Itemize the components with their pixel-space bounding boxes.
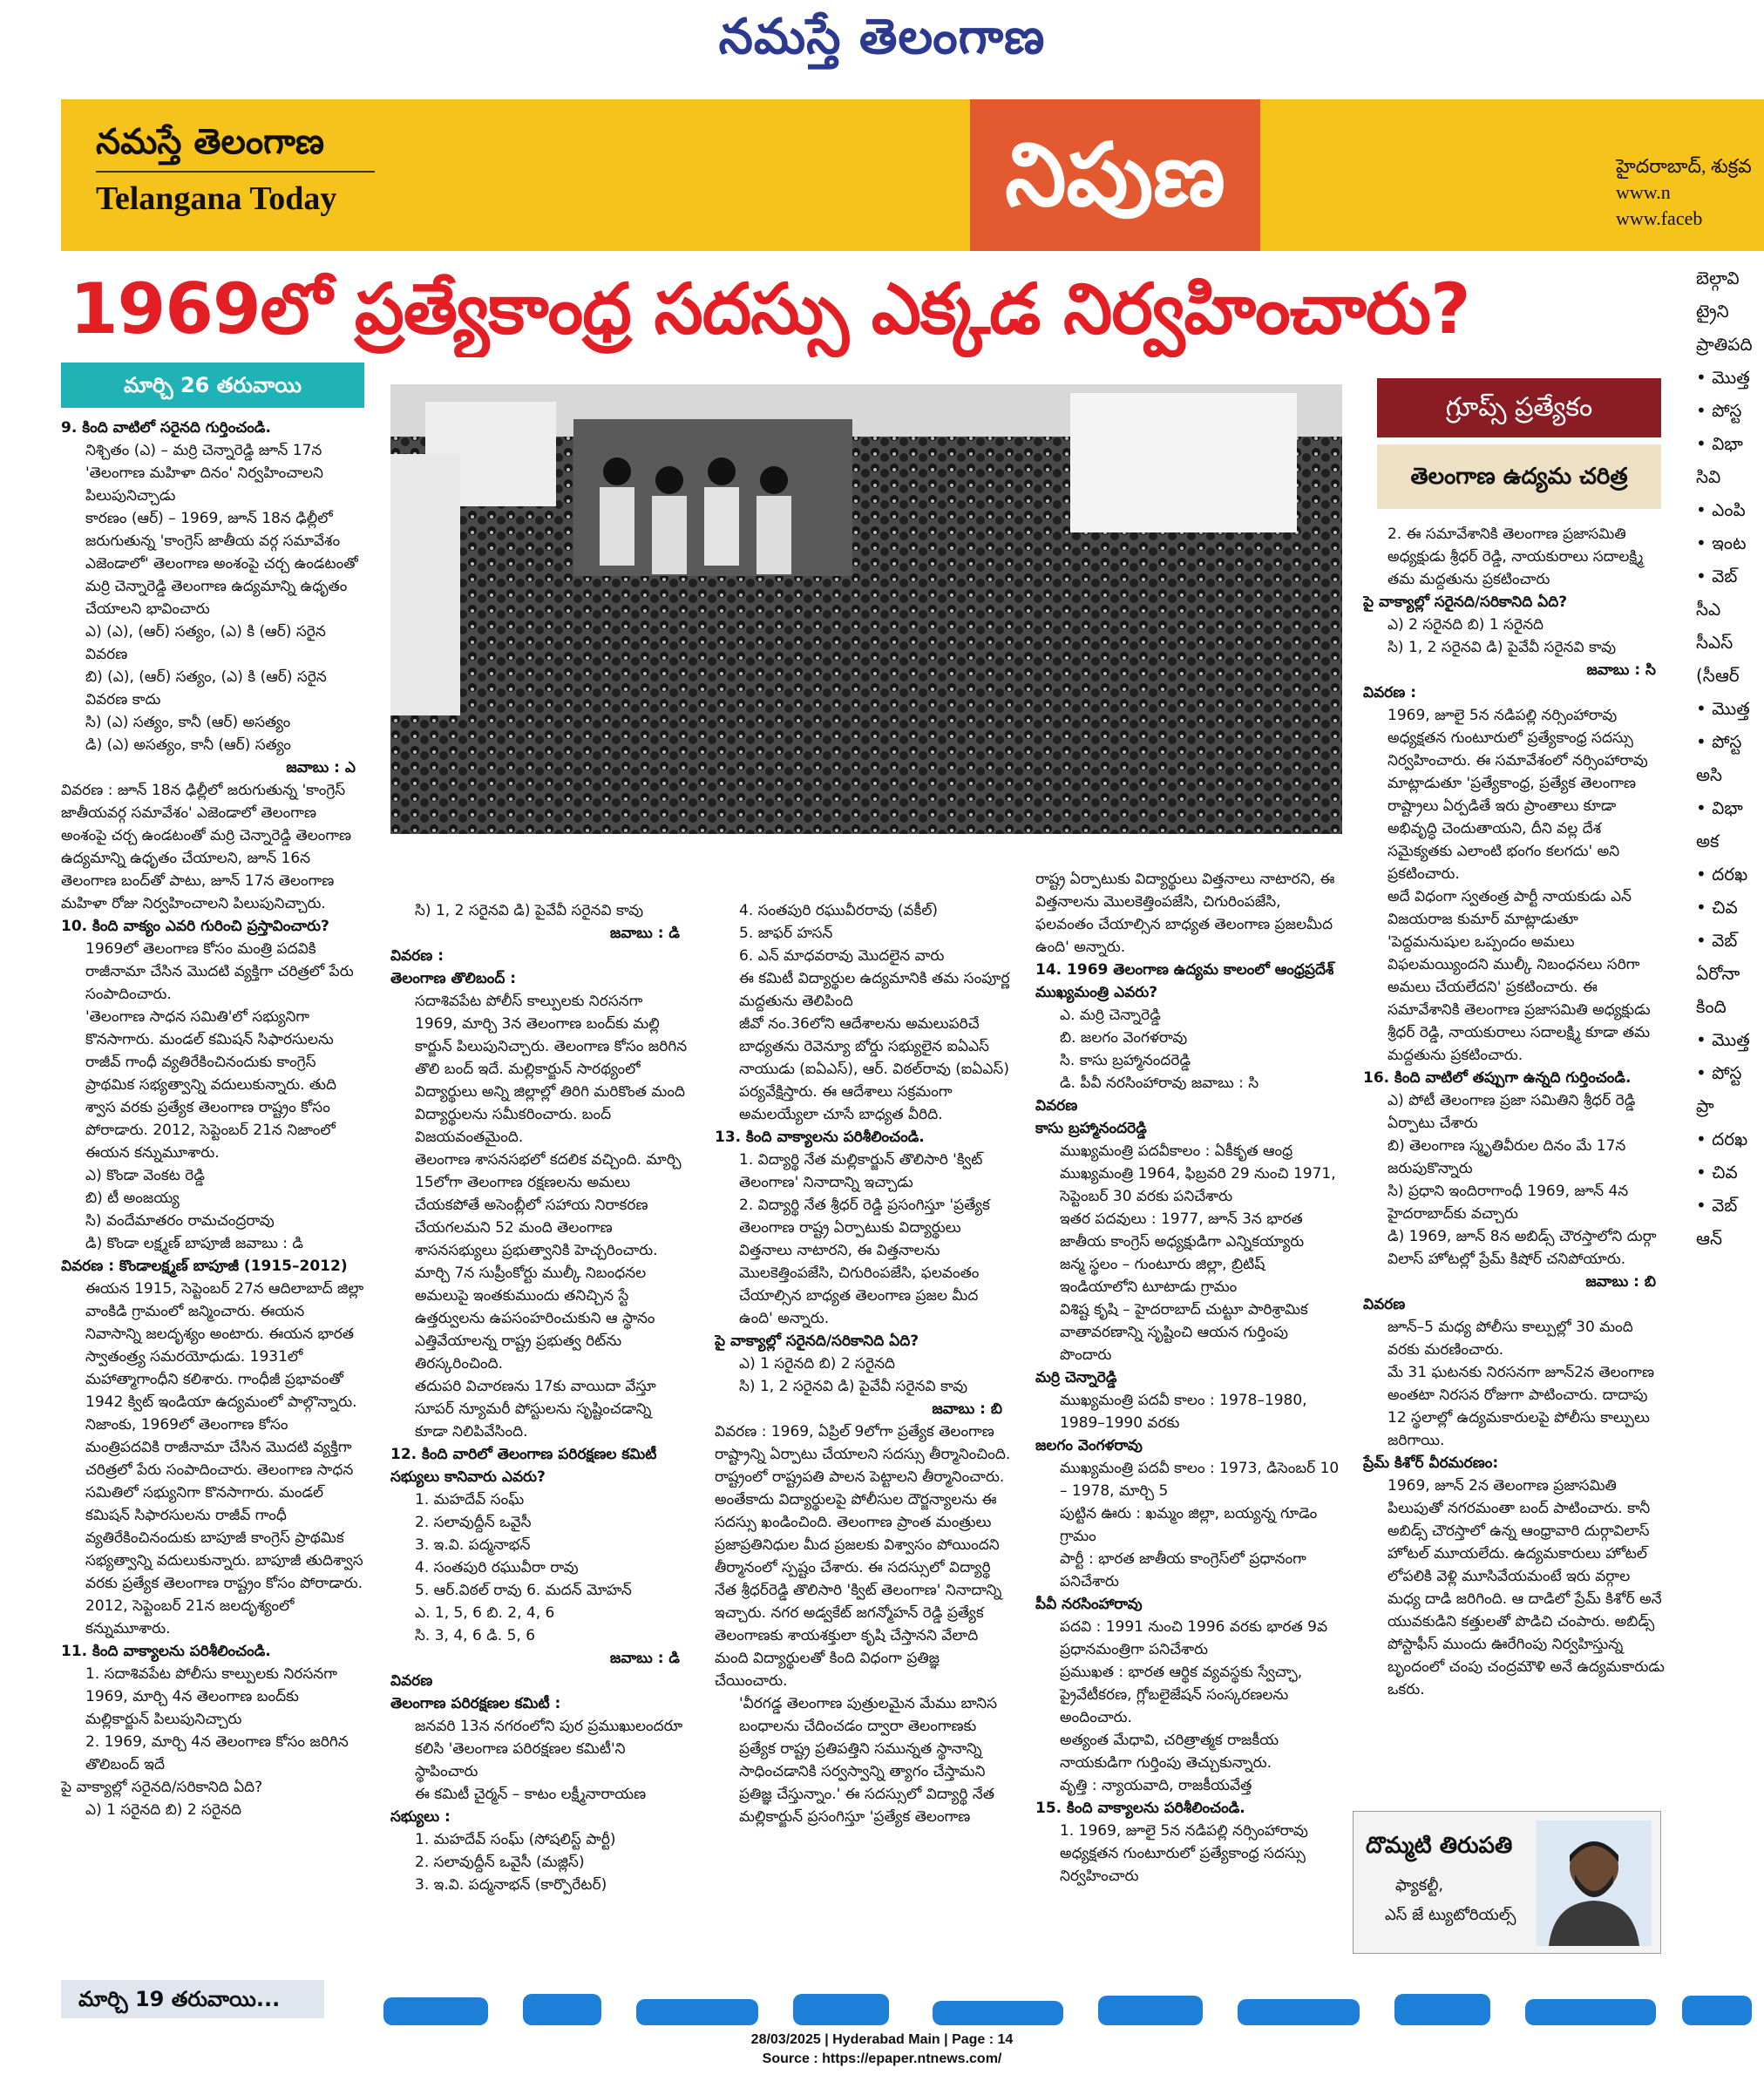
kasu-term: ముఖ్యమంత్రి పదవీకాలం : ఏకీకృత ఆంధ్ర ముఖ్యమంత్రి 1964, ఫిబ్రవరి 29 నుంచి 1971, సెప్టెంబర్ 30 వరకు పనిచేశారు	[1060, 1142, 1336, 1205]
section-title: నిపుణ	[970, 99, 1260, 251]
subhead-telangana-history: తెలంగాణ ఉద్యమ చరిత్ర	[1377, 444, 1661, 509]
q12-item-5-6: 5. ఆర్.విఠల్ రావు 6. మదన్ మోహన్	[415, 1582, 632, 1599]
brand-block	[96, 119, 410, 218]
q9-option-d: డి) (ఎ) అసత్యం, కానీ (ఆర్) సత్యం	[85, 736, 291, 754]
banner-facebook: www.faceb	[1616, 207, 1703, 229]
chenna-title: మర్రి చెన్నారెడ్డి	[1035, 1369, 1117, 1386]
q15-explanation-1: 1969, జూలై 5న నడిపల్లి నర్సింహారావు అధ్యక్షతన గుంటూరులో ప్రత్యేకాంధ్ర సదస్సు నిర్వహించారు. ఈ సమావేశంలో నర్సింహారావు మాట్లాడుతూ 'ప్రత్యేకాంధ్ర, ప్రత్యేక తెలంగాణ రాష్ట్రాలు ఏర్పడితే ఇరు ప్రాంతాలు కూడా అభివృద్ధి చెందుతాయని, దీని వల్ల దేశ సమైక్యతకు ఎలాంటి భంగం కలగదు' అని ప్రకటించారు.	[1387, 707, 1648, 883]
sidebar-line: ప్రాతిపది	[1696, 334, 1753, 355]
q13-explanation: వివరణ : 1969, ఏప్రిల్ 9లోగా ప్రత్యేక తెలంగాణ రాష్ట్రాన్ని ఏర్పాటు చేయాలని సదస్సు తీర్మానించింది. రాష్ట్రంలో రాష్ట్రపతి పాలన పెట్టాలని తీర్మానించారు. అంతేకాదు విద్యార్థులపై పోలీసుల దౌర్జన్యాలను ఈ సదస్సు ఖండించింది. తెలంగాణ ప్రాంత మంత్రులు ప్రజాప్రతినిధుల మీద ప్రజలకు విశ్వాసం పోయిందని తీర్మానంలో స్పష్టం చేశారు. ఈ సదస్సులో విద్యార్థి నేత శ్రీధర్‌రెడ్డి తొలిసారి 'క్విట్ తెలంగాణ' నినాదాన్ని ఇచ్చారు. నగర అడ్వకేట్ జగన్మోహన్ రెడ్డి ప్రత్యేక తెలంగాణకు శాయశక్తులా కృషి చేస్తానని వేలాది మంది విద్యార్థులతో కింది విధంగా ప్రతిజ్ఞ చేయించారు.	[715, 1423, 1011, 1690]
pv-intellect: అత్యంత మేధావి, చరిత్రాత్మక రాజకీయ నాయకుడిగా గుర్తింపు తెచ్చుకున్నారు.	[1060, 1732, 1279, 1772]
next-headline-fragment	[375, 1989, 1764, 2025]
sidebar-line: • వెబ్	[1696, 566, 1738, 586]
q12-item-3: 3. ఇ.వి. పద్మనాభన్	[415, 1536, 531, 1554]
brand-telugu: నమస్తే తెలంగాణ	[96, 121, 325, 162]
q13-options-cd: సి) 1, 2 సరైనవి డి) పైవేవీ సరైనవి కావు	[739, 1378, 968, 1395]
q15-answer: జవాబు : సి	[1586, 661, 1656, 679]
q9-assertion: నిశ్చితం (ఎ) – మర్రి చెన్నారెడ్డి జూన్ 17న 'తెలంగాణ మహిళా దినం' నిర్వహించాలని పిలుపునిచ్చాడు	[85, 442, 323, 505]
q15-statement-1: 1. 1969, జూలై 5న నడిపల్లి నర్సింహారావు అధ్యక్షతన గుంటూరులో ప్రత్యేకాంధ్ర సదస్సు నిర్వహించారు	[1060, 1822, 1308, 1885]
vengala-party: పార్టీ : భారత జాతీయ కాంగ్రెస్‌లో ప్రధానంగా పనిచేశారు	[1060, 1550, 1306, 1590]
sidebar-line: • పోస్ట	[1696, 400, 1742, 421]
section-banner	[61, 99, 1764, 251]
committee-title: తెలంగాణ పరిరక్షణల కమిటీ :	[390, 1695, 561, 1712]
q9-explanation: వివరణ : జూన్ 18న ఢిల్లీలో జరుగుతున్న 'కాంగ్రెస్ జాతీయవర్గ సమావేశం' ఎజెండాలో తెలంగాణ అంశంపై చర్చ ఉండటంతో మర్రి చెన్నారెడ్డి తెలంగాణ ఉద్యమాన్ని ఉధృతం చేయాలని, జూన్ 16న తెలంగాణ బంద్‌తో పాటు, జూన్ 17న తెలంగాణ మహిళా రోజు నిర్వహించాలని పిలుపునిచ్చారు.	[61, 782, 352, 912]
first-bandh-title: తెలంగాణ తొలిబంద్ :	[390, 970, 517, 987]
q9-option-b: బి) (ఎ), (ఆర్) సత్యం, (ఎ) కి (ఆర్) సరైన వివరణ కాదు	[85, 668, 327, 708]
kasu-contribution: విశిష్ట కృషి – హైదరాబాద్ చుట్టూ పారిశ్రామిక వాతావరణాన్ని సృష్టించి ఆయన గుర్తింపు పొందారు	[1060, 1301, 1308, 1364]
q16-explanation-2: మే 31 ఘటనకు నిరసనగా జూన్2న తెలంగాణ అంతటా నిరసన రోజుగా పాటించారు. దాదాపు 12 స్థలాల్లో ఉద్యమకారులపై పోలీసు కాల్పులు జరిగాయి.	[1387, 1364, 1654, 1449]
prem-kishore-title: ప్రేమ్ కిశోర్ వీరమరణం:	[1363, 1454, 1499, 1472]
pv-profession: వృత్తి : న్యాయవాది, రాజకీయవేత్త	[1060, 1777, 1252, 1794]
q13-prompt: పై వాక్యాల్లో సరైనది/సరికానిది ఏది?	[715, 1332, 919, 1350]
sidebar-line: సీఎ	[1696, 599, 1721, 620]
sidebar-line: సివి	[1696, 466, 1721, 487]
q12-item-2: 2. సలావుద్దీన్ ఒవైసీ	[415, 1514, 532, 1531]
author-role: ఫ్యాకల్టీ,	[1395, 1876, 1444, 1895]
banner-right-info	[1616, 153, 1764, 232]
q14-option-c: సి. కాసు బ్రహ్మానందరెడ్డి	[1060, 1052, 1191, 1069]
sidebar-line: అక	[1696, 830, 1720, 851]
vengala-birthplace: పుట్టిన ఊరు : ఖమ్మం జిల్లా, బయ్యన్న గూడెం గ్రామం	[1060, 1505, 1318, 1545]
sidebar-line: • మొత్త	[1696, 698, 1750, 719]
q15: 15. కింది వాక్యాలను పరిశీలించండి.	[1035, 1800, 1245, 1817]
author-organization: ఎస్ జే ట్యుటోరియల్స్	[1385, 1906, 1516, 1924]
q9-answer: జవాబు : ఎ	[286, 759, 356, 776]
sidebar-line: ట్రైని	[1696, 301, 1729, 322]
sidebar-line: అసి	[1696, 764, 1723, 785]
q15-explanation-label: వివరణ :	[1363, 684, 1417, 702]
committee-support: ఈ కమిటీ విద్యార్థుల ఉద్యమానికి తమ సంపూర్ణ మద్దతును తెలిపింది	[739, 970, 1010, 1010]
sidebar-line: • పోస్ట	[1696, 1062, 1742, 1083]
sidebar-line: (సీఆర్	[1696, 665, 1740, 686]
footer-source: Source : https://epaper.ntnews.com/	[762, 2051, 1002, 2066]
q9-option-c: సి) (ఎ) సత్యం, కానీ (ఆర్) అసత్యం	[85, 714, 291, 731]
q14: 14. 1969 తెలంగాణ ఉద్యమ కాలంలో ఆంధ్రప్రదేశ్ ముఖ్యమంత్రి ఎవరు?	[1035, 961, 1334, 1001]
column-2	[390, 899, 689, 1933]
column-3	[715, 899, 1011, 1933]
continuation-tag: మార్చి 26 తరువాయి	[61, 363, 364, 408]
sidebar-line: • చివ	[1696, 897, 1738, 918]
sidebar-line: • దరఖ	[1696, 1129, 1748, 1149]
hearing-text: తదుపరి విచారణను 17కు వాయిదా వేస్తూ సూపర్ న్యూమరీ పోస్టులను సృష్టించడాన్ని కూడా నిలిపివేసింది.	[415, 1378, 656, 1441]
banner-date: హైదరాబాద్, శుక్రవ	[1616, 155, 1752, 177]
q12-options-cd: సి. 3, 4, 6 డి. 5, 6	[415, 1627, 536, 1644]
member-2: 2. సలావుద్దీన్ ఒవైసీ (మజ్లిస్)	[415, 1854, 585, 1871]
committee-founding: జనవరి 13న నగరంలోని పుర ప్రముఖులందరూ కలిసి 'తెలంగాణ పరిరక్షణల కమిటీ'ని స్థాపించారు	[415, 1718, 683, 1780]
sidebar-line: • వెబ్	[1696, 930, 1738, 951]
q14-explanation-label: వివరణ	[1035, 1097, 1078, 1115]
q11: 11. కింది వాక్యాలను పరిశీలించండి.	[61, 1643, 271, 1660]
member-3: 3. ఇ.వి. పద్మనాభన్ (కార్పొరేటర్)	[415, 1876, 607, 1894]
chenna-term: ముఖ్యమంత్రి పదవీ కాలం : 1978–1980, 1989–1990 వరకు	[1060, 1392, 1307, 1432]
previous-part-tag: మార్చి 19 తరువాయి...	[61, 1980, 324, 2018]
first-bandh-text: సదాశివపేట పోలీస్ కాల్పులకు నిరసనగా 1969, మార్చి 3న తెలంగాణ బంద్‌కు మల్లి కార్జున్ పిలుపునిచ్చారు. తెలంగాణ కోసం జరిగిన తొలి బంద్ ఇదే. మల్లికార్జున్ సారథ్యంలో విద్యార్థులు అన్ని జిల్లాల్లో తిరిగి మరికొంత మంది విద్యార్థులను సమీకరించారు. బంద్ విజయవంతమైంది.	[415, 993, 688, 1146]
q9: 9. కింది వాటిలో సరైనది గుర్తించండి.	[61, 419, 271, 437]
q11-answer: జవాబు : డి	[609, 925, 680, 942]
member-5: 5. జాఫర్ హసన్	[739, 925, 833, 942]
crowd-photo-image	[390, 384, 1342, 834]
q16-explanation-label: వివరణ	[1363, 1296, 1406, 1313]
cut-off-headline-graphic	[375, 1989, 1764, 2025]
q15-statement-2: 2. ఈ సమావేశానికి తెలంగాణ ప్రజాసమితి అధ్యక్షుడు శ్రీధర్ రెడ్డి, నాయకురాలు సదాలక్ష్మి తమ మద్దతును ప్రకటించారు	[1387, 525, 1644, 588]
kasu-other-posts: ఇతర పదవులు : 1977, జూన్ 3న భారత జాతీయ కాంగ్రెస్ అధ్యక్షుడిగా ఎన్నికయ్యారు	[1060, 1210, 1305, 1251]
q10-point-1: 1969లో తెలంగాణ కోసం మంత్రి పదవికి రాజీనామా చేసిన మొదటి వ్యక్తిగా చరిత్రలో పేరు సంపాదించారు.	[85, 940, 354, 1003]
sidebar-line: ఆన్	[1696, 1228, 1722, 1249]
adjacent-column-fragment	[1696, 261, 1764, 1900]
q11-options-cd: సి) 1, 2 సరైనవి డి) పైవేవీ సరైనవి కావు	[415, 902, 644, 919]
q12-options-ab: ఎ. 1, 5, 6 బి. 2, 4, 6	[415, 1604, 555, 1622]
q10-option-a: ఎ) కొండా వెంకట రెడ్డి	[85, 1167, 205, 1184]
page-footer	[0, 2030, 1764, 2069]
member-1: 1. మహదేవ్ సంఘ్ (సోషలిస్ట్ పార్టీ)	[415, 1831, 616, 1848]
pledge-text: 'వీరగడ్డ తెలంగాణ పుత్రులమైన మేము బానిస బంధాలను చేదించడం ద్వారా తెలంగాణకు ప్రత్యేక రాష్ట్ర ప్రతిపత్తిని సమున్నత స్థానాన్ని సాధించడానికి సర్వస్వాన్ని త్యాగం చేస్తామని ప్రతిజ్ఞ చేస్తున్నాం.' ఈ సదస్సులో విద్యార్థి నేత మల్లికార్జున్ ప్రసంగిస్తూ 'ప్రత్యేక తెలంగాణ	[739, 1695, 998, 1826]
q9-reason: కారణం (ఆర్) – 1969, జూన్ 18న ఢిల్లీలో జరుగుతున్న 'కాంగ్రెస్ జాతీయ వర్గ సమావేశం ఎజెండాలో' తెలంగాణ అంశంపై చర్చ ఉండటంతో మర్రి చెన్నారెడ్డి తెలంగాణ ఉద్యమాన్ని ఉధృతం చేయాలని భావించారు	[85, 510, 358, 618]
q15-explanation-2: అదే విధంగా స్వతంత్ర పార్టీ నాయకుడు ఎన్ విజయరాజ కుమార్ మాట్లాడుతూ 'పెద్దమనుషుల ఒప్పందం అమలు విఫలమయ్యిందని ముల్కీ నిబంధనలు సరిగా అమలు చేయలేదని' ప్రకటించారు. ఈ సమావేశానికి తెలంగాణ ప్రజాసమితి అధ్యక్షుడు శ్రీధర్ రెడ్డి, నాయకురాలు సదాలక్ష్మి కూడా తమ మద్దతును ప్రకటించారు.	[1387, 888, 1651, 1064]
sidebar-line: సీఎస్	[1696, 632, 1733, 653]
author-photo	[1537, 1820, 1652, 1946]
banner-url: www.n	[1616, 181, 1671, 203]
q16-option-d: డి) 1969, జూన్ 8న అబిడ్స్ చౌరస్తాలోని దుర్గా విలాస్ హోటల్లో ప్రేమ్ కిషోర్ చనిపోయారు.	[1387, 1228, 1657, 1268]
assembly-text: తెలంగాణ శాసనసభలో కదలిక వచ్చింది. మార్చి 15లోగా తెలంగాణ రక్షణలను అమలు చేయకపోతే అసెంబ్లీలో సహాయ నిరాకరణ చేయగలమని 52 మంది తెలంగాణ శాసనసభ్యులు ప్రభుత్వానికి హెచ్చరించారు. మార్చి 7న సుప్రీంకోర్టు ముల్కీ నిబంధనల అమలుపై ఇంతకుముందు తనిచ్చిన స్టే ఉత్తర్వులను ఉపసంహరించుకుని ఆ స్థానం ఎత్తివేయాలన్న రాష్ట్ర ప్రభుత్వ రిట్‌ను తిరస్కరించింది.	[415, 1151, 682, 1373]
groups-special-label: గ్రూప్స్ ప్రత్యేకం	[1377, 378, 1661, 437]
q10-option-d: డి) కొండా లక్ష్మణ్ బాపూజీ జవాబు : డి	[85, 1235, 303, 1252]
vengala-term: ముఖ్యమంత్రి పదవీ కాలం : 1973, డిసెంబర్ 10 – 1978, మార్చి 5	[1060, 1460, 1340, 1500]
headline: 1969లో ప్రత్యేకాంధ్ర సదస్సు ఎక్కడ నిర్వహించారు?	[70, 268, 1470, 349]
q14-option-a: ఎ. మర్రి చెన్నారెడ్డి	[1060, 1007, 1161, 1024]
q10-explanation: ఈయన 1915, సెప్టెంబర్ 27న ఆదిలాబాద్ జిల్లా వాంకిడి గ్రామంలో జన్మించారు. ఈయన నివాసాన్ని జలదృశ్యం అంటారు. ఈయన భారత స్వాతంత్ర్య సమరయోధుడు. 1931లో మహాత్మాగాంధీని కలిశారు. గాంధీజీ ప్రభావంతో 1942 క్విట్ ఇండియా ఉద్యమంలో పాల్గొన్నారు. నిజాంకు, 1969లో తెలంగాణ కోసం మంత్రిపదవికి రాజీనామా చేసిన మొదటి వ్యక్తిగా చరిత్రలో పేరు సంపాదించారు. తెలంగాణ సాధన సమితిలో సభ్యునిగా కొనసాగారు. మండల్ కమిషన్ సిఫారసులను రాజీవ్ గాంధీ వ్యతిరేకించినందుకు బాపూజీ కాంగ్రెస్ ప్రాథమిక సభ్యత్వాన్ని వదులుకున్నారు. బాపూజీ తుదిశ్వాస వరకు ప్రత్యేక తెలంగాణ రాష్ట్రం కోసం పోరాడారు. 2012, సెప్టెంబర్ 21న జలదృశ్యంలో కన్నుమూశారు.	[85, 1280, 364, 1637]
sidebar-line: • పోస్ట	[1696, 731, 1742, 752]
member-6: 6. ఎన్ మాధవరావు మొదలైన వారు	[739, 947, 945, 965]
q15-options-ab: ఎ) 2 సరైనది బి) 1 సరైనది	[1387, 616, 1544, 634]
footer-edition: 28/03/2025 | Hyderabad Main | Page : 14	[750, 2032, 1014, 2047]
kasu-title: కాసు బ్రహ్మానందరెడ్డి	[1035, 1120, 1147, 1137]
q13-answer: జవాబు : బి	[932, 1400, 1002, 1418]
q14-option-d-answer: డి. పీవీ నరసింహారావు జవాబు : సి	[1060, 1075, 1259, 1092]
q12-explanation-label: వివరణ	[390, 1672, 433, 1690]
q11-statement-2: 2. 1969, మార్చి 4న తెలంగాణ కోసం జరిగిన తొలిబంద్ ఇదే	[85, 1733, 349, 1773]
member-4: 4. సంతపురి రఘువీరరావు (వకీల్)	[739, 902, 939, 919]
q10-explanation-title: వివరణ : కొండాలక్ష్మణ్ బాపూజీ (1915–2012)	[61, 1258, 348, 1275]
q16-answer: జవాబు : బి	[1585, 1273, 1656, 1291]
brand-english: Telangana Today	[96, 180, 337, 217]
kasu-birthplace: జన్మ స్థలం – గుంటూరు జిల్లా, బ్రిటిష్ ఇండియాలోని టూటాడు గ్రామం	[1060, 1256, 1265, 1296]
q12-answer: జవాబు : డి	[609, 1650, 680, 1667]
author-avatar-icon	[1537, 1820, 1652, 1946]
q13-statement-1: 1. విద్యార్థి నేత మల్లికార్జున్ తొలిసారి 'క్విట్ తెలంగాణ' నినాదాన్ని ఇచ్చాడు	[739, 1151, 983, 1191]
vengala-title: జలగం వెంగళరావు	[1035, 1437, 1143, 1454]
q12: 12. కింది వారిలో తెలంగాణ పరిరక్షణల కమిటీ సభ్యులు కానివారు ఎవరు?	[390, 1446, 657, 1486]
q13-explanation-cont: రాష్ట్ర ఏర్పాటుకు విద్యార్థులు విత్తనాలు నాటారని, ఈ విత్తనాలను మొలకెత్తింపజేసి, చిగురింపజేసి, ఫలవంతం చేయాల్సిన బాధ్యత తెలంగాణ ప్రజలమీద ఉంది' అన్నారు.	[1035, 871, 1335, 956]
q16: 16. కింది వాటిలో తప్పుగా ఉన్నది గుర్తించండి.	[1363, 1069, 1632, 1087]
pv-post: పదవి : 1991 నుంచి 1996 వరకు భారత 9వ ప్రధానమంత్రిగా పనిచేశారు	[1060, 1618, 1328, 1658]
q11-options-ab: ఎ) 1 సరైనది బి) 2 సరైనది	[85, 1801, 242, 1819]
sidebar-line: • దరఖ	[1696, 864, 1748, 885]
q10-option-b: బి) టీ అంజయ్య	[85, 1190, 180, 1207]
crowd-photo	[390, 384, 1342, 834]
q11-explanation-label: వివరణ :	[390, 947, 444, 965]
q10-point-2: 'తెలంగాణ సాధన సమితి'లో సభ్యునిగా కొనసాగారు. మండల్ కమిషన్ సిఫారసులను రాజీవ్ గాంధీ వ్యతిరేకించినందుకు కాంగ్రెస్ ప్రాథమిక సభ్యత్వాన్ని వదులుకున్నారు. తుది శ్వాస వరకు ప్రత్యేక తెలంగాణ రాష్ట్రం కోసం పోరాడారు. 2012, సెప్టెంబర్ 21న నిజాంలో ఈయన కన్నుమూశారు.	[85, 1008, 337, 1162]
sidebar-line: • చివ	[1696, 1162, 1738, 1183]
committee-chairman: ఈ కమిటీ చైర్మన్ – కాటం లక్ష్మీనారాయణ	[415, 1786, 647, 1803]
sidebar-line: • విభా	[1696, 797, 1743, 818]
sidebar-line: • మొత్త	[1696, 367, 1750, 388]
pv-prominence: ప్రముఖత : భారత ఆర్థిక వ్యవస్థకు స్వేచ్ఛా, ప్రైవేటీకరణ, గ్లోబలైజేషన్ సంస్కరణలను అందించారు.	[1060, 1664, 1303, 1726]
q13-options-ab: ఎ) 1 సరైనది బి) 2 సరైనది	[739, 1355, 896, 1373]
q12-item-4: 4. సంతపురి రఘువీరా రావు	[415, 1559, 579, 1576]
masthead	[0, 0, 1764, 83]
sidebar-line: • ఇంట	[1696, 532, 1747, 553]
q16-option-b: బి) తెలంగాణ స్మృతివీరుల దినం మే 17న జరుపుకొన్నారు	[1387, 1137, 1626, 1177]
sidebar-line: ప్రా	[1696, 1095, 1714, 1116]
q16-explanation-1: జూన్–5 మధ్య పోలీసు కాల్పుల్లో 30 మంది వరకు మరణించారు.	[1387, 1319, 1633, 1359]
column-4	[1035, 868, 1342, 1933]
sidebar-line: • వెబ్	[1696, 1195, 1738, 1216]
column-1	[61, 417, 364, 1933]
go-36-text: జీవో నం.36లోని ఆదేశాలను అమలుపరిచే బాధ్యతను రెవెన్యూ బోర్డు సభ్యులైన ఐఏఎస్ నాయుడు (ఐఏఎస్), ఆర్. విఠల్‌రావు (ఐఏఎస్) పర్యవేక్షిస్తారు. ఈ ఆదేశాలు సక్రమంగా అమలయ్యేలా చూసే బాధ్యత వీరిది.	[739, 1015, 1009, 1123]
author-box	[1353, 1811, 1661, 1954]
q10-option-c: సి) వందేమాతరం రామచంద్రరావు	[85, 1212, 275, 1230]
author-name: దొమ్మటి తిరుపతి	[1366, 1833, 1513, 1859]
sidebar-line: • విభా	[1696, 433, 1743, 454]
masthead-logo: నమస్తే తెలంగాణ	[718, 8, 1046, 65]
q16-option-a: ఎ) పోటీ తెలంగాణ ప్రజా సమితిని శ్రీధర్ రెడ్డి ఏర్పాటు చేశారు	[1387, 1092, 1636, 1132]
q11-statement-1: 1. సదాశివపేట పోలీసు కాల్పులకు నిరసనగా 1969, మార్చి 4న తెలంగాణ బంద్‌కు మల్లికార్జున్ పిలుపునిచ్చారు	[85, 1665, 337, 1728]
q13: 13. కింది వాక్యాలను పరిశీలించండి.	[715, 1129, 925, 1146]
q15-prompt: పై వాక్యాల్లో సరైనది/సరికానిది ఏది?	[1363, 593, 1568, 611]
sidebar-line: • మొత్త	[1696, 1029, 1750, 1050]
sidebar-line: కింది	[1696, 996, 1727, 1017]
q13-statement-2: 2. విద్యార్థి నేత శ్రీధర్ రెడ్డి ప్రసంగిస్తూ 'ప్రత్యేక తెలంగాణ రాష్ట్ర ఏర్పాటుకు విద్యార్థులు విత్తనాలు నాటారని, ఈ విత్తనాలను మొలకెత్తింపజేసి, చిగురింపజేసి, ఫలవంతం చేయాల్సిన బాధ్యత తెలంగాణ ప్రజల మీద ఉంది' అన్నారు.	[739, 1197, 990, 1327]
q9-option-a: ఎ) (ఎ), (ఆర్) సత్యం, (ఎ) కి (ఆర్) సరైన వివరణ	[85, 623, 326, 663]
q11-prompt: పై వాక్యాల్లో సరైనది/సరికానిది ఏది?	[61, 1779, 263, 1796]
q16-option-c: సి) ప్రధాని ఇందిరాగాంధీ 1969, జూన్ 4న హైదరాబాద్‌కు వచ్చారు	[1387, 1183, 1629, 1223]
prem-kishore-text: 1969, జూన్ 2న తెలంగాణ ప్రజాసమితి పిలుపుతో నగరమంతా బంద్ పాటించారు. కానీ అబిడ్స్ చౌరస్తాలో ఉన్న ఆంధ్రావారి దుర్గావిలాస్ హోటల్ మూయలేదు. ఉద్యమకారులు హోటల్ లోపలికి వెళ్లి మూసివేయమంటే ఇరు వర్గాల మధ్య దాడి జరిగింది. ఆ దాడిలో ప్రేమ్ కిశోర్ అనే యువకుడిని కత్తులతో పొడిచి చంపారు. అబిడ్స్ పోస్టాఫీస్ ముందు ఊరేగింపు నిర్వహిస్తున్న బృందంలో చంపు చంద్రమౌళి అనే ఉద్యమకారుడు ఒకరు.	[1387, 1477, 1665, 1698]
q12-item-1: 1. మహదేవ్ సంఘ్	[415, 1491, 525, 1508]
column-5	[1363, 523, 1665, 1804]
members-label: సభ్యులు :	[390, 1808, 451, 1826]
sidebar-line: ఏరోనా	[1696, 963, 1740, 984]
q15-options-cd: సి) 1, 2 సరైనవి డి) పైవేవీ సరైనవి కావు	[1387, 639, 1617, 656]
sidebar-line: బెల్గావి	[1696, 268, 1740, 288]
brand-divider	[96, 171, 375, 173]
pv-title: పీవీ నరసింహారావు	[1035, 1596, 1143, 1613]
q10: 10. కింది వాక్యం ఎవరి గురించి ప్రస్తావించారు?	[61, 918, 329, 935]
sidebar-line: • ఎంపి	[1696, 499, 1746, 520]
q14-option-b: బి. జలగం వెంగళరావు	[1060, 1029, 1188, 1047]
